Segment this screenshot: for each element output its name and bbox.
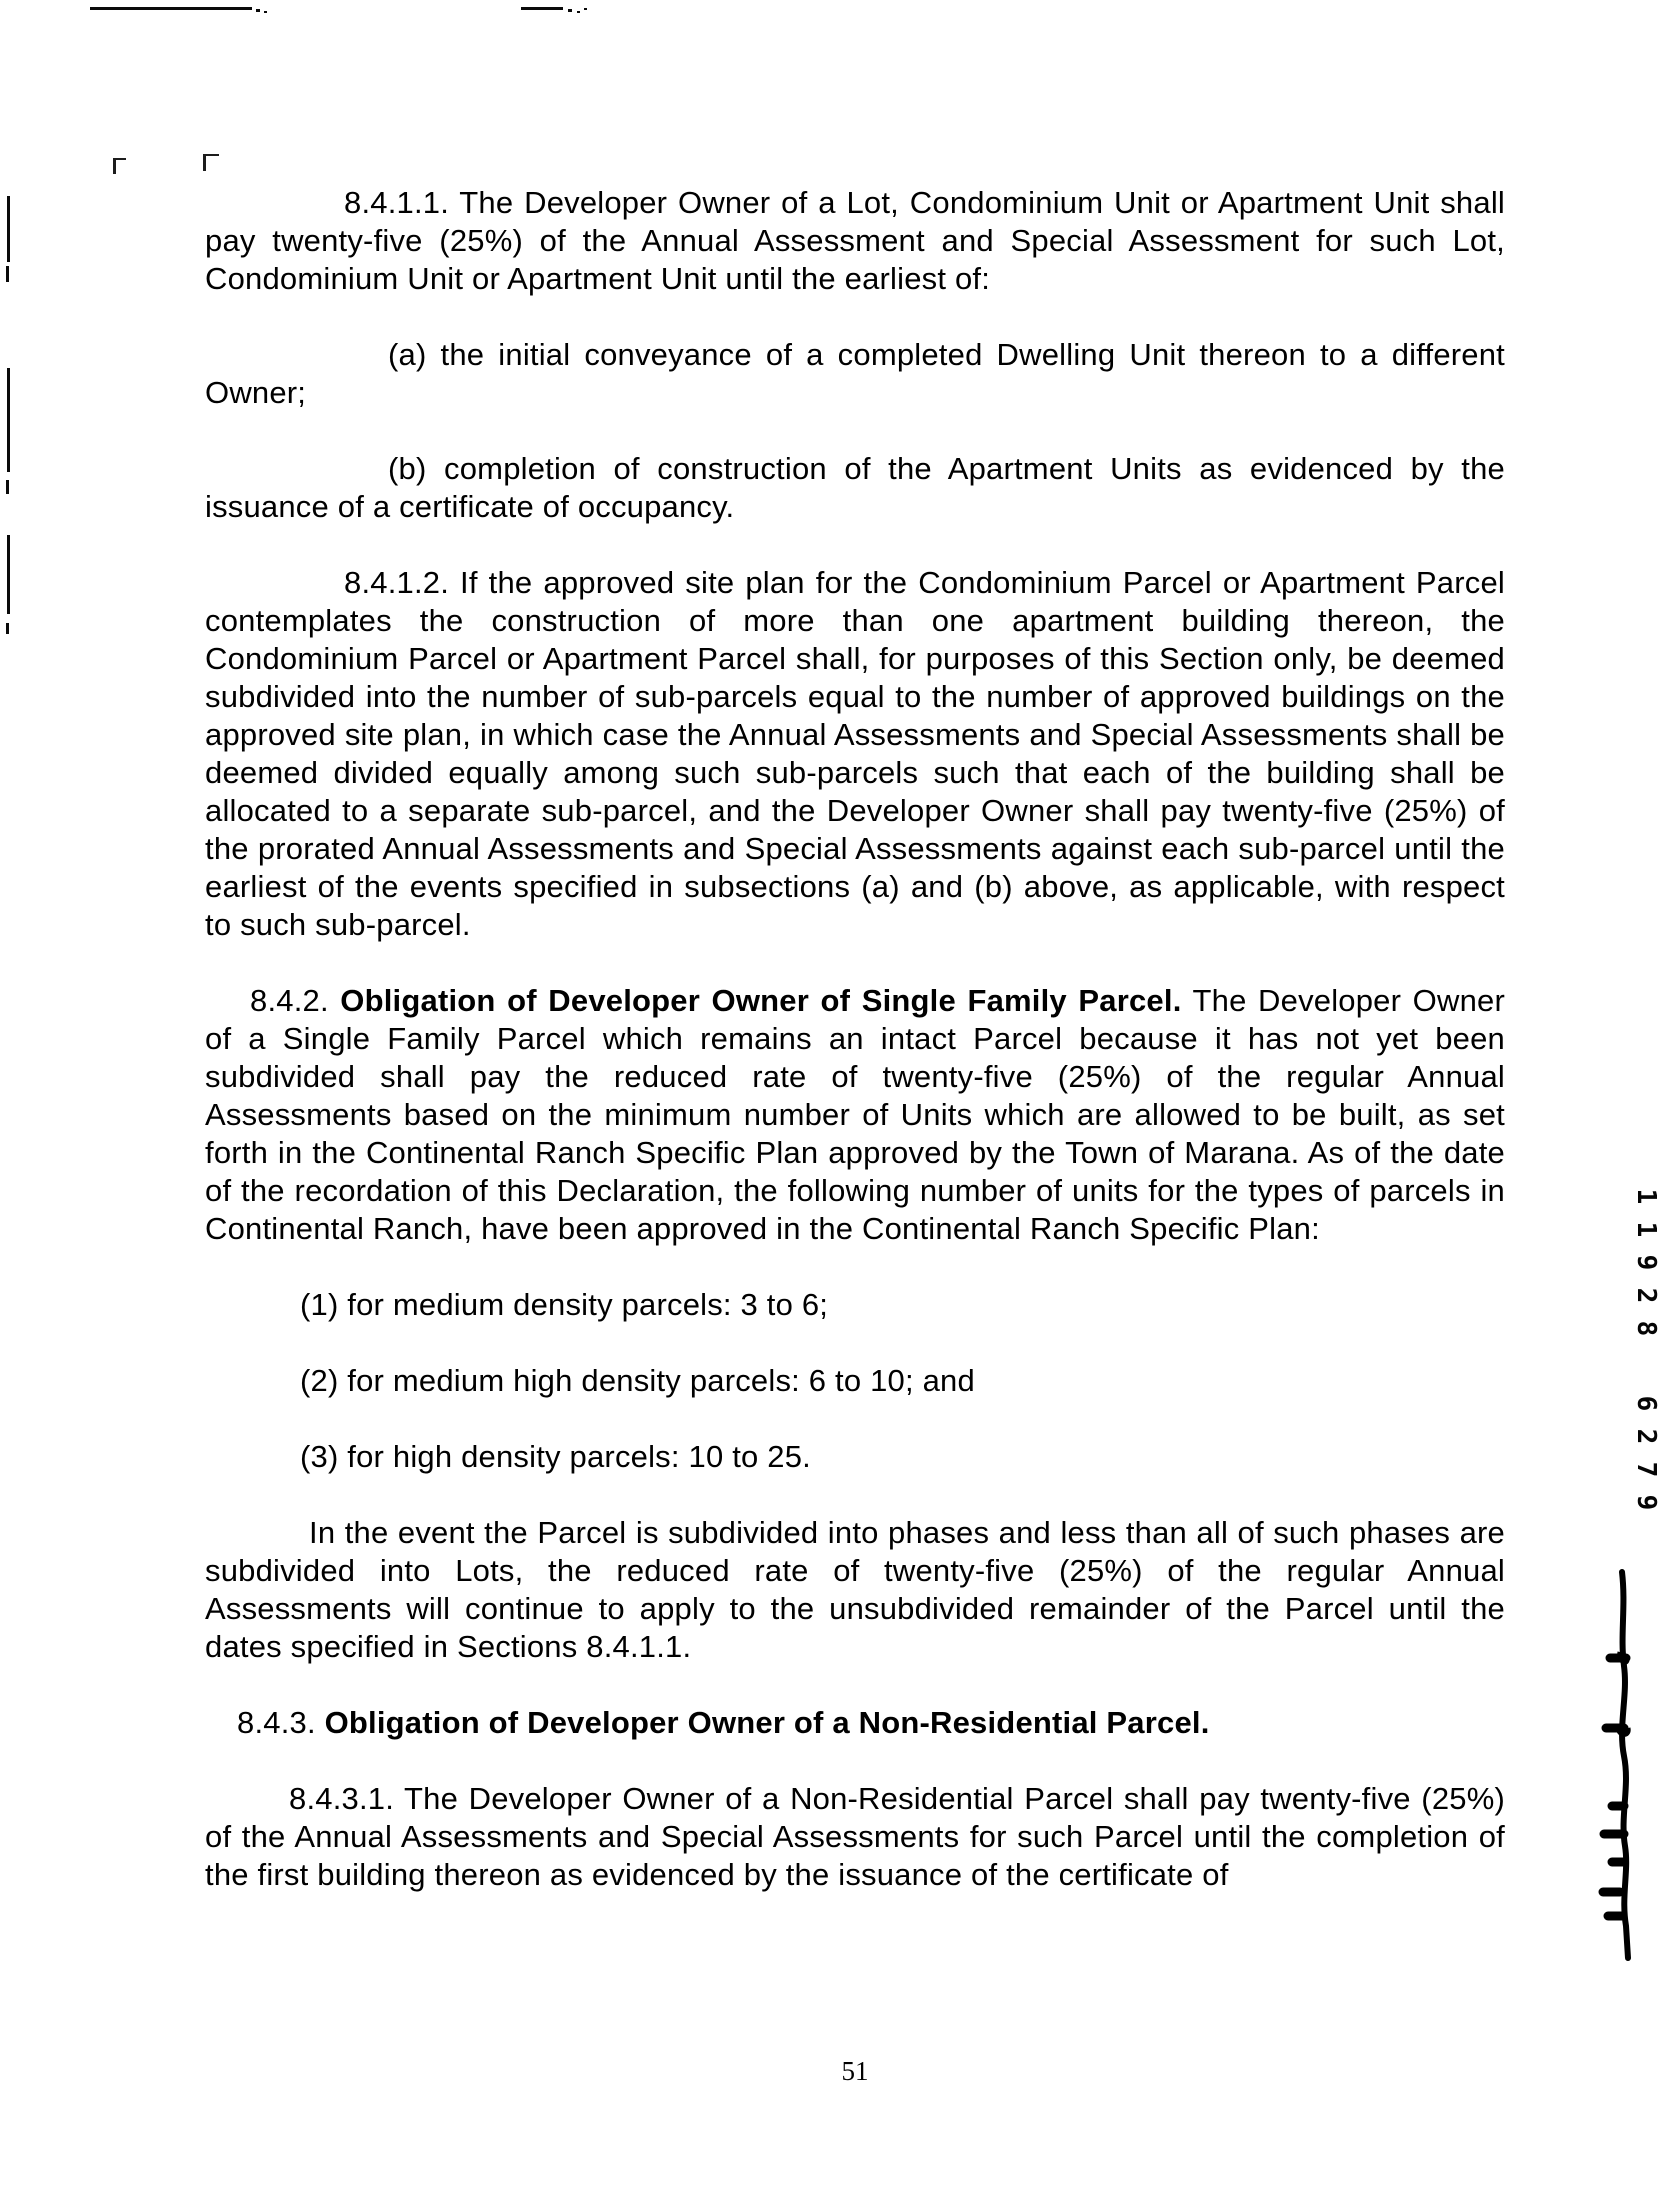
- stamp-digit: 9: [1630, 1494, 1661, 1511]
- margin-streak: [6, 623, 9, 634]
- recorder-stamp-group-2: [1628, 1387, 1662, 1519]
- margin-streak: [7, 535, 10, 614]
- margin-streak: [7, 196, 10, 262]
- scan-dot: [256, 9, 260, 12]
- stamp-digit: 9: [1630, 1254, 1661, 1271]
- stamp-digit: 8: [1630, 1320, 1661, 1337]
- stamp-digit: 1: [1630, 1188, 1661, 1205]
- paragraph-in-the-event: In the event the Parcel is subdivided into phases and less than all of such phases are subdivided into Lots, the reduced rate of twenty-five (25%) of the regular Annual Assessments will continue to apply to the unsubdivided remainder of the Parcel until the dates specified in Sections 8.4.1.1.: [205, 1515, 1505, 1664]
- section-title: Obligation of Developer Owner of Single Family Parcel.: [340, 983, 1182, 1018]
- section-number: 8.4.2.: [250, 983, 341, 1018]
- section-number: 8.4.3.: [237, 1705, 325, 1740]
- list-item-1: (1) for medium density parcels: 3 to 6;: [300, 1287, 829, 1322]
- paragraph-8-4-3-1: 8.4.3.1. The Developer Owner of a Non-Residential Parcel shall pay twenty-five (25%) of the Annual Assessments and Special Assessments for such Parcel until the completion of the first building thereon as evidenced by the issuance of the certificate of: [205, 1781, 1505, 1892]
- recorder-stamp-group-1: [1628, 1180, 1662, 1345]
- stamp-digit: 7: [1630, 1461, 1661, 1478]
- corner-mark-left: [113, 158, 126, 174]
- margin-streak: [6, 480, 9, 494]
- page-number: 51: [841, 2056, 869, 2086]
- paragraph-8-4-1-2: 8.4.1.2. If the approved site plan for the Condominium Parcel or Apartment Parcel contemplates the construction of more than one apartment building thereon, the Condominium Parcel or Apartment Parcel shall, for purposes of this Section only, be deemed subdivided into the number of sub-parcels equal to the number of approved buildings on the approved site plan, in which case the Annual Assessments and Special Assessments shall be deemed divided equally among such sub-parcels such that each of the building shall be allocated to a separate sub-parcel, and the Developer Owner shall pay twenty-five (25%) of the prorated Annual Assessments and Special Assessments against each sub-parcel until the earliest of the events specified in subsections (a) and (b) above, as applicable, with respect to such sub-parcel.: [205, 565, 1505, 942]
- stamp-digit: 2: [1630, 1428, 1661, 1445]
- scan-dot: [264, 11, 267, 13]
- stamp-digit: 2: [1630, 1287, 1661, 1304]
- scan-dot: [577, 11, 580, 13]
- scan-line-top-right: [521, 7, 563, 10]
- list-item-2: (2) for medium high density parcels: 6 to 10; and: [300, 1363, 975, 1398]
- list-item-3: (3) for high density parcels: 10 to 25.: [300, 1439, 811, 1474]
- margin-streak: [7, 368, 10, 472]
- scan-dot: [568, 9, 572, 12]
- document-body: [205, 184, 1505, 1932]
- subitem-a: (a) the initial conveyance of a completed Dwelling Unit thereon to a different Owner;: [205, 337, 1505, 410]
- section-body: The Developer Owner of a Single Family Parcel which remains an intact Parcel because it has not yet been subdivided shall pay the reduced rate of twenty-five (25%) of the regular Annual Assessments based on the minimum number of Units which are allowed to be built, as set forth in the Continental Ranch Specific Plan approved by the Town of Marana. As of the date of the recordation of this Declaration, the following number of units for the types of parcels in Continental Ranch, have been approved in the Continental Ranch Specific Plan:: [205, 983, 1505, 1246]
- margin-streak: [6, 266, 9, 282]
- paragraph-8-4-2: [205, 982, 1505, 1248]
- scan-dot: [584, 8, 587, 10]
- subitem-b: (b) completion of construction of the Apartment Units as evidenced by the issuance of a certificate of occupancy.: [205, 451, 1505, 524]
- section-title: Obligation of Developer Owner of a Non-Residential Parcel.: [324, 1705, 1210, 1740]
- scan-line-top-left: [90, 7, 252, 10]
- paragraph-8-4-3: [205, 1704, 1505, 1742]
- handwritten-mark: [1598, 1566, 1646, 1964]
- corner-mark-right: [203, 154, 219, 171]
- stamp-digit: 1: [1630, 1221, 1661, 1238]
- stamp-digit: 6: [1630, 1395, 1661, 1412]
- paragraph-8-4-1-1: 8.4.1.1. The Developer Owner of a Lot, Condominium Unit or Apartment Unit shall pay twenty-five (25%) of the Annual Assessment and Special Assessment for such Lot, Condominium Unit or Apartment Unit until the earliest of:: [205, 185, 1505, 296]
